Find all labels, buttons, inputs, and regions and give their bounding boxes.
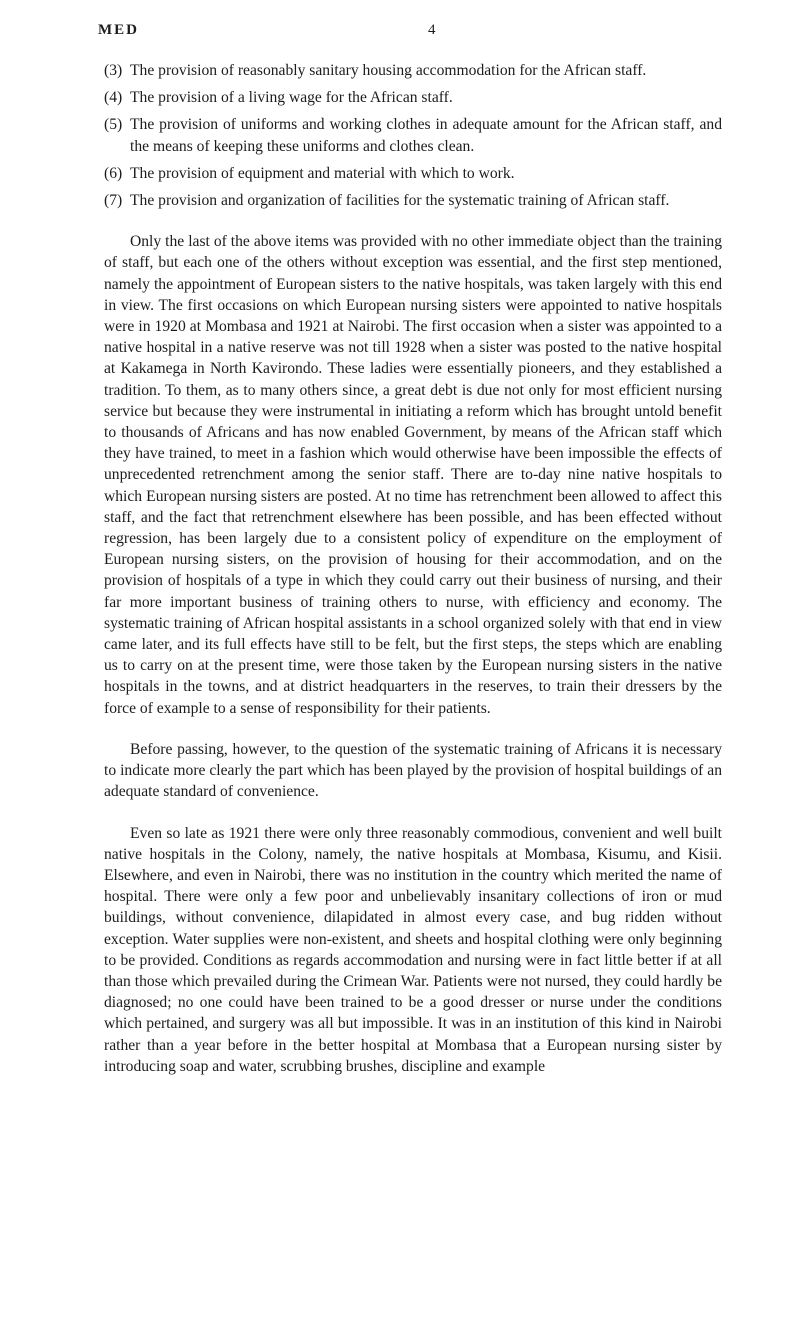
paragraph: Only the last of the above items was provided with no other immediate object than the training of staff, but each one of the others without exception was essential, and the first step mentioned, namely the appointment of European sisters to the native hospitals, was taken largely with this end in view. The first occasions on which European nursing sisters were appointed to native hospitals were in 1920 at Mombasa and 1921 at Nairobi. The first occasion when a sister was appointed to a native hospital in a native reserve was not till 1928 when a sister was posted to the native hospital at Kakamega in North Kavirondo. These ladies were essentially pioneers, and they established a tradition. To them, as to many others since, a great debt is due not only for most efficient nursing service but because they were instrumental in initiating a reform which has brought untold benefit to thousands of Africans and has now enabled Government, by means of the African staff which they have trained, to meet in a fashion which would otherwise have been impossible the effects of unprecedented retrenchment among the senior staff. There are to-day nine native hospitals to which European nursing sisters are posted. At no time has retrenchment been allowed to affect this staff, and the fact that retrenchment elsewhere has been possible, and has been effected without regression, has been largely due to a consistent policy of expenditure on the employment of European nursing sisters, on the provision of housing for their accommodation, and on the provision of hospitals of a type in which they could carry out their business of nursing, and their far more important business of training others to nurse, with efficiency and economy. The systematic training of African hospital assistants in a school organized solely with that end in view came later, and its full effects have still to be felt, but the first steps, the steps which are enabling us to carry on at the present time, were those taken by the European nursing sisters in the native hospitals in the towns, and at district headquarters in the reserves, to train their dressers by the force of example to a sense of responsibility for their patients. xyxy=(104,233,722,717)
list-item-text: The provision and organization of facilities for the systematic training of African staff. xyxy=(130,192,670,210)
list-item-text: The provision of a living wage for the African staff. xyxy=(130,89,453,107)
paragraph: Even so late as 1921 there were only three reasonably commodious, convenient and well built native hospitals in the Colony, namely, the native hospitals at Mombasa, Kisumu, and Kisii. Elsewhere, and even in Nairobi, there was no institution in the country which merited the name of hospital. There were only a few poor and unbelievably insanitary collections of iron or mud buildings, without convenience, dilapidated in almost every case, and bug ridden without exception. Water supplies were non-existent, and sheets and hospital clothing were only beginning to be provided. Conditions as regards accommodation and nursing were in fact little better if at all than those which prevailed during the Crimean War. Patients were not nursed, they could hardly be diagnosed; no one could have been trained to be a good dresser or nurse under the conditions which pertained, and surgery was all but impossible. It was in an institution of this kind in Nairobi rather than a year before in the better hospital at Mombasa that a European nursing sister by introducing soap and water, scrubbing brushes, discipline and example xyxy=(104,824,722,1075)
list-item-number: (6) xyxy=(104,164,123,182)
list-item-text: The provision of reasonably sanitary housing accommodation for the African staff. xyxy=(130,62,647,79)
list-item xyxy=(104,60,722,81)
list-item xyxy=(104,163,722,184)
paragraph: Before passing, however, to the question of the systematic training of Africans it is necessary to indicate more clearly the part which has been played by the provision of hospital buildings of an adequate standard of convenience. xyxy=(104,740,722,801)
list-item-text: The provision of uniforms and working clothes in adequate amount for the African staff, and the means of keeping these uniforms and clothes clean. xyxy=(130,116,722,155)
list-item-number: (7) xyxy=(104,192,123,210)
list-item-number: (3) xyxy=(104,62,123,79)
list-item xyxy=(104,87,722,108)
list-item xyxy=(104,190,722,211)
list-item xyxy=(104,114,722,156)
document-body xyxy=(104,60,722,1097)
page-number: 4 xyxy=(428,22,436,38)
running-head xyxy=(98,22,578,42)
running-title: MED xyxy=(98,22,139,38)
list-item-text: The provision of equipment and material with which to work. xyxy=(130,164,515,182)
list-item-number: (4) xyxy=(104,89,123,107)
numbered-list xyxy=(104,60,722,211)
list-item-number: (5) xyxy=(104,116,123,134)
